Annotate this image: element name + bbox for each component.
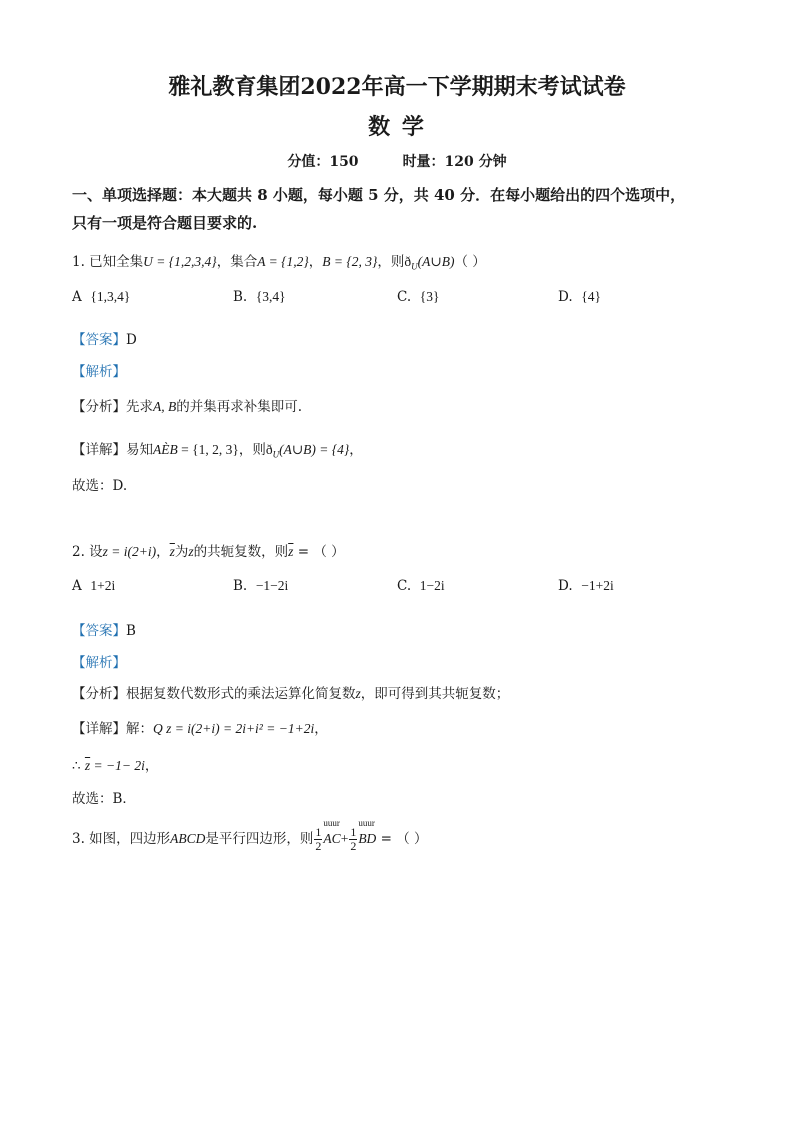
q1-prefix: 1. 已知全集 xyxy=(72,254,144,270)
q1-option-b: B. {3,4} xyxy=(233,289,286,305)
q1-fenxi: 【分析】先求A, B的并集再求补集即可. xyxy=(72,399,303,415)
q1-text2: ，则 xyxy=(377,254,405,270)
time-value: 时量：120 分钟 xyxy=(402,154,507,170)
score-value: 分值：150 xyxy=(287,154,359,170)
q2-answer: 【答案】B xyxy=(72,623,136,639)
q2-analysis-tag: 【解析】 xyxy=(72,655,126,671)
q2-option-d: D. −1+2i xyxy=(558,578,614,594)
q2-option-b: B. −1−2i xyxy=(233,578,289,594)
q1-blank: （ ） xyxy=(454,254,486,270)
answer-tag: 【答案】 xyxy=(72,332,126,348)
q1-sep: ， xyxy=(308,254,323,270)
q1-option-d: D. {4} xyxy=(558,289,601,305)
question-3: 3. 如图，四边形ABCD是平行四边形，则 $\frac{1}{2}$ uuur AC+ $\frac{1}{2}$ uuur BD = （ ） xyxy=(72,818,428,853)
q2-fenxi: 【分析】根据复数代数形式的乘法运算化简复数z，即可得到其共轭复数； xyxy=(72,686,510,702)
answer-value: D xyxy=(126,332,137,348)
q1-answer xyxy=(72,328,137,348)
q1-detail: 【详解】易知AÈB = {1, 2, 3}，则$ð_U(A\cup B) = \{4\}$， xyxy=(72,442,363,460)
q1-union: (A∪B) xyxy=(417,254,455,269)
q2-detail: 【详解】解：Q z = i(2+i) = 2i+i² = −1+2i， xyxy=(72,721,328,737)
q1-analysis-tag: 【解析】 xyxy=(72,364,126,380)
q3-vector-ac: uuur AC xyxy=(323,818,341,846)
q3-fraction-1: $\frac{1}{2}$ xyxy=(315,825,322,853)
section-heading-line1: 一、单项选择题：本大题共 8 小题，每小题 5 分，共 40 分．在每小题给出的四个选项中， xyxy=(72,186,686,204)
q1-set-a: A = {1,2} xyxy=(257,254,309,269)
question-1 xyxy=(72,250,486,272)
section-heading-line2: 只有一项是符合题目要求的. xyxy=(72,214,258,232)
q2-choose: 故选：B． xyxy=(72,791,136,807)
q2-option-c: C. 1−2i xyxy=(397,578,445,594)
question-2: 2. 设z = i(2+i)，$\overline{z}$为z的共轭复数，则$\overline{z}$ = （ ） xyxy=(72,544,345,560)
exam-meta xyxy=(0,151,794,171)
q1-option-a: A {1,3,4} xyxy=(72,289,131,305)
q2-therefore: ∴ $\overline{z} = -1- 2i$， xyxy=(72,758,159,774)
q1-text: ，集合 xyxy=(216,254,258,270)
q3-fraction-2: $\frac{1}{2}$ xyxy=(350,825,357,853)
q1-complement-sub: U xyxy=(411,261,418,272)
q1-set-b: B = {2, 3} xyxy=(322,254,378,269)
exam-subject: 数 学 xyxy=(368,114,426,140)
q1-complement: ð xyxy=(404,254,412,269)
q1-choose: 故选：D. xyxy=(72,478,128,494)
q2-option-a: A 1+2i xyxy=(72,578,116,594)
q1-set-u: U = {1,2,3,4} xyxy=(143,254,217,269)
q1-option-c: C. {3} xyxy=(397,289,440,305)
q3-vector-bd: uuur BD xyxy=(358,818,377,846)
exam-title: 雅礼教育集团2022年高一下学期期末考试试卷 xyxy=(168,74,626,100)
